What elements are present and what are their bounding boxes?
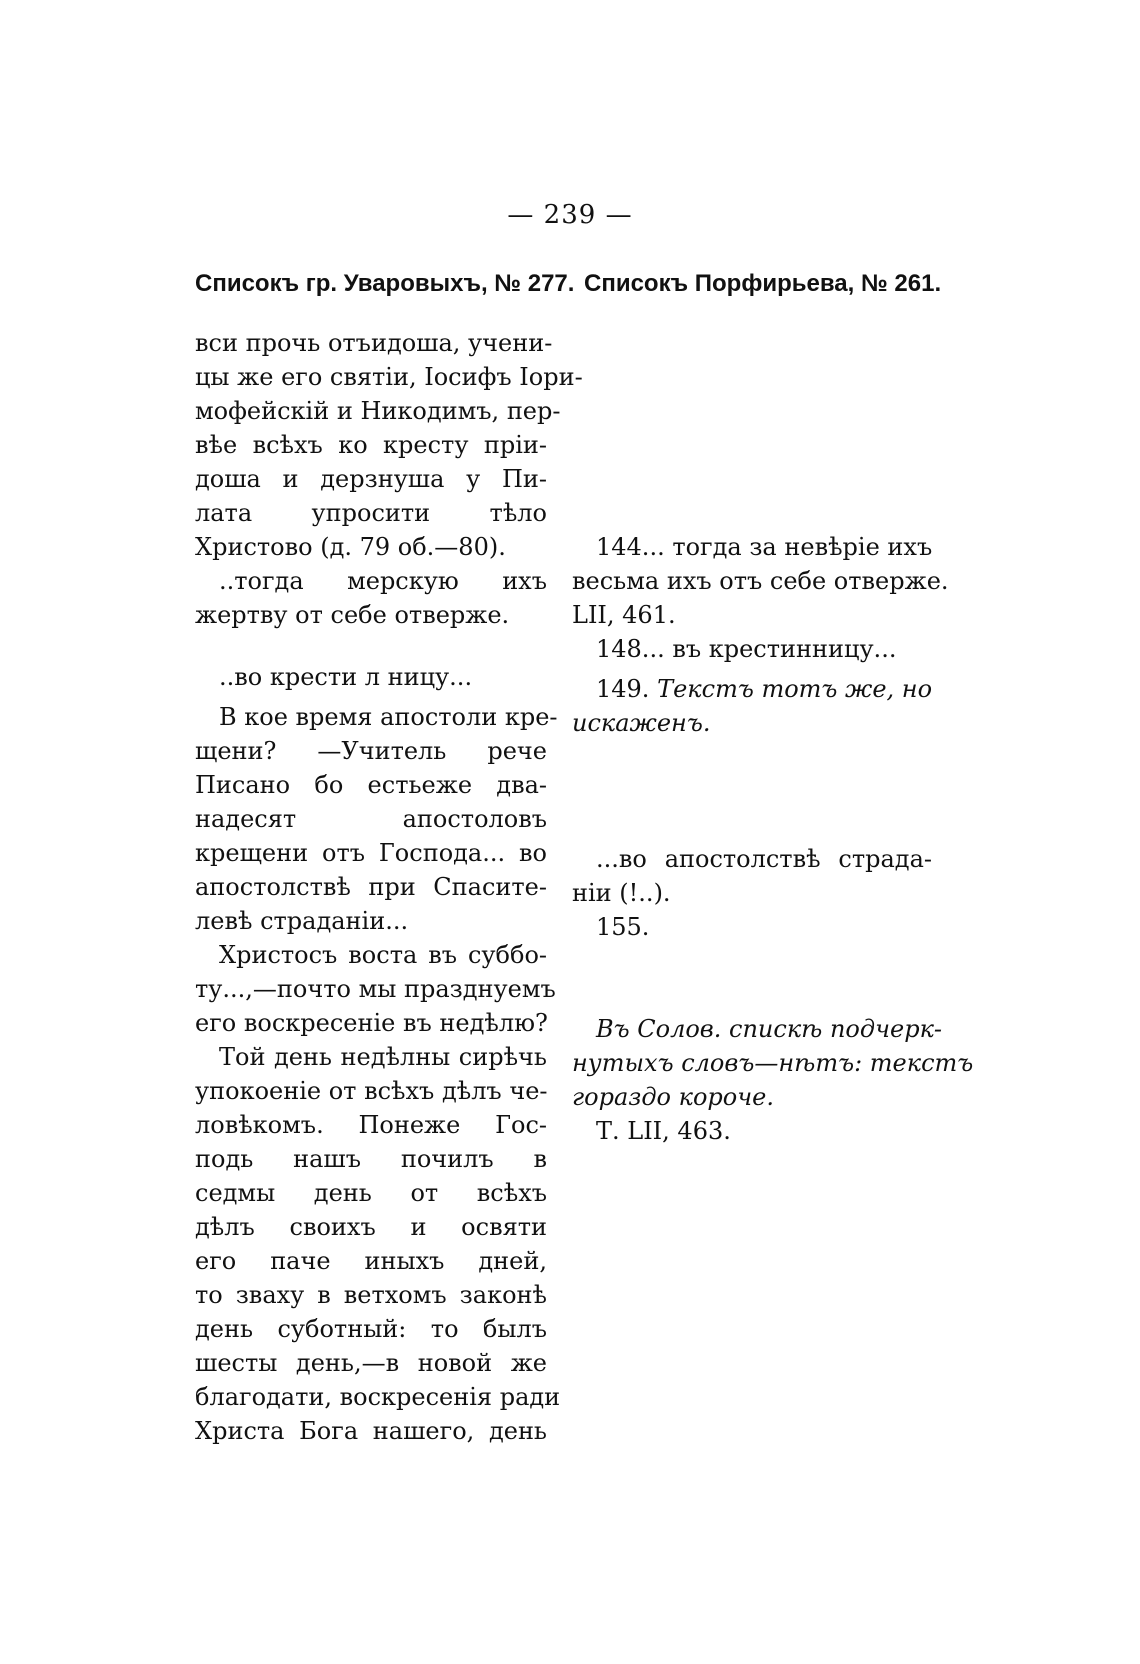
left-block-1: [195, 326, 583, 564]
text-line: его воскресеніе въ недѣлю?: [195, 1009, 548, 1037]
text-line: искаженъ.: [572, 709, 711, 737]
left-block-6: [195, 1040, 561, 1448]
text-line: ту...,—почто мы празднуемъ: [195, 975, 556, 1003]
text-line: Христосъ воста въ суббо-: [219, 941, 547, 969]
right-column: [572, 326, 974, 1148]
text-line: гораздо короче.: [572, 1083, 774, 1111]
text-line: 155.: [596, 913, 650, 941]
text-line: нутыхъ словъ—нѣтъ: текстъ: [572, 1049, 974, 1077]
text-line: 148... въ крестинницу...: [596, 635, 897, 663]
text-line: LII, 461.: [572, 601, 676, 629]
text-line: Той день недѣлны сирѣчь: [219, 1043, 547, 1071]
text-line: вѣе всѣхъ ко кресту пріи-: [195, 431, 547, 459]
text-line: лата упросити тѣло: [195, 499, 547, 527]
text-line: день суботный: то былъ: [195, 1315, 547, 1343]
left-column-header: Списокъ гр. Уваровыхъ, № 277.: [195, 270, 575, 297]
text-line: то зваху в ветхомъ законѣ: [195, 1281, 547, 1309]
text-line: весьма ихъ отъ себе отверже.: [572, 567, 949, 595]
text-line: благодати, воскресенія ради: [195, 1383, 561, 1411]
text-line: левѣ страданіи...: [195, 907, 409, 935]
italic-note: Текстъ тотъ же, но: [657, 675, 933, 703]
text-line: [572, 672, 932, 706]
text-line: ніи (!..).: [572, 879, 671, 907]
text-line: Писано бо естьеже два-: [195, 771, 547, 799]
text-line: В кое время апостоли кре-: [219, 703, 558, 731]
text-line: 144... тогда за невѣріе ихъ: [596, 533, 933, 561]
text-line: крещени отъ Господа... во: [195, 839, 547, 867]
right-block-1: [572, 530, 949, 632]
text-line: Христово (д. 79 об.—80).: [195, 533, 506, 561]
text-line: Въ Солов. спискѣ подчерк-: [596, 1015, 943, 1043]
right-block-6: [572, 1012, 974, 1114]
right-block-5: [572, 910, 932, 944]
text-line: жертву от себе отверже.: [195, 601, 510, 629]
text-line: упокоеніе от всѣхъ дѣлъ че-: [195, 1077, 548, 1105]
left-block-2: [195, 564, 547, 632]
text-line: ...во апостолствѣ страда-: [596, 845, 932, 873]
text-line: апостолствѣ при Спасите-: [195, 873, 547, 901]
text-line: надесят апостоловъ: [195, 805, 547, 833]
text-line: доша и дерзнуша у Пи-: [195, 465, 547, 493]
text-line: его паче иныхъ дней,: [195, 1247, 547, 1275]
right-block-4: [572, 842, 932, 910]
left-block-3: [195, 660, 547, 694]
text-line: седмы день от всѣхъ: [195, 1179, 547, 1207]
text-line: ловѣкомъ. Понеже Гос-: [195, 1111, 547, 1139]
text-line: ..во крести л ницу...: [219, 663, 473, 691]
text-line: Христа Бога нашего, день: [195, 1417, 547, 1445]
text-line: подь нашъ почилъ в: [195, 1145, 547, 1173]
left-block-5: [195, 938, 556, 1040]
text-line: шесты день,—в новой же: [195, 1349, 547, 1377]
text-line: щени? —Учитель рече: [195, 737, 547, 765]
text-line: цы же его святіи, Іосифъ Іори-: [195, 363, 583, 391]
right-block-3: [572, 672, 932, 740]
right-block-2: [572, 632, 932, 666]
right-block-7: [572, 1114, 932, 1148]
page-number: — 239 —: [507, 200, 633, 230]
text-line: вси прочь отъидоша, учени-: [195, 329, 553, 357]
entry-number: 149.: [596, 675, 658, 703]
text-line: Т. LII, 463.: [596, 1117, 731, 1145]
left-column: [195, 326, 583, 1448]
left-block-4: [195, 700, 558, 938]
text-line: мофейскій и Никодимъ, пер-: [195, 397, 561, 425]
right-column-header: Списокъ Порфирьева, № 261.: [584, 270, 942, 297]
text-line: ..тогда мерскую ихъ: [219, 567, 547, 595]
text-line: дѣлъ своихъ и освяти: [195, 1213, 547, 1241]
